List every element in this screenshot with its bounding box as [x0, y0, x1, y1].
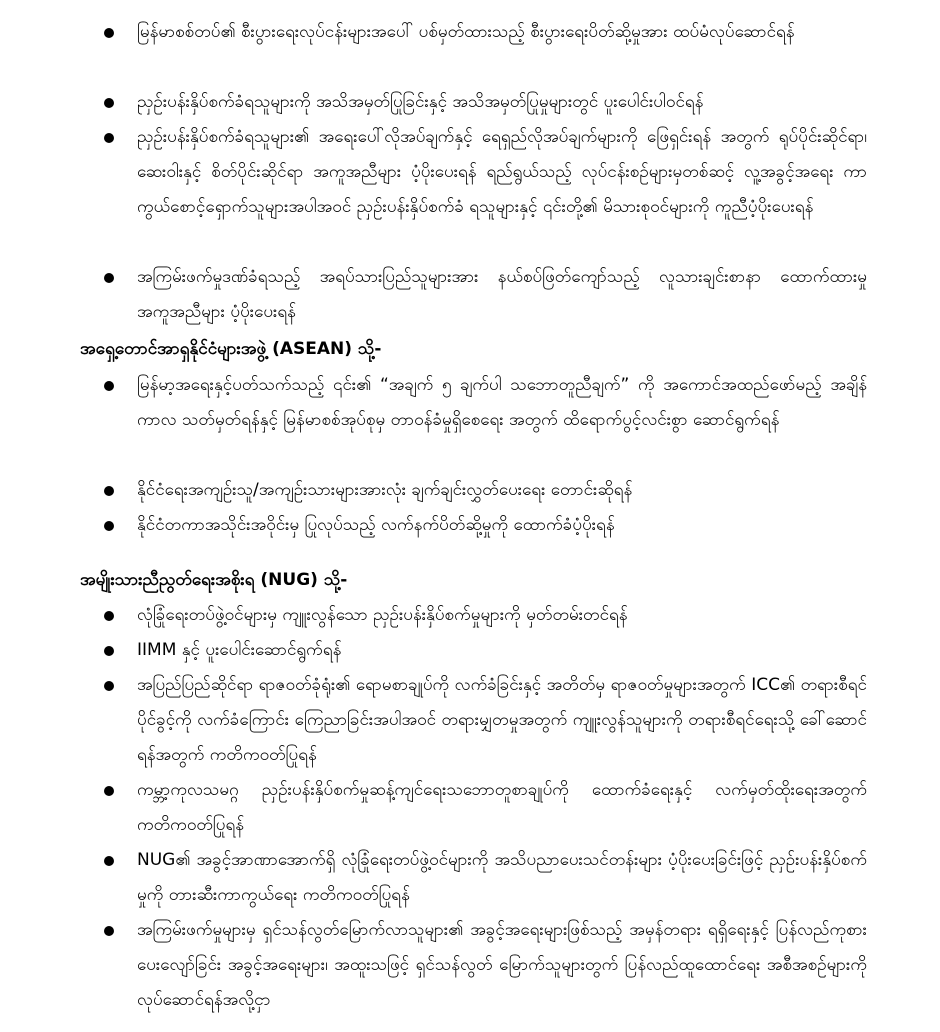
list-item: [0, 913, 940, 1018]
list-item: [0, 120, 940, 260]
list-item-text: ကမ္ဘာ့ကုလသမဂ္ဂ ညှဥ်းပန်းနှိပ်စက်မှုဆန့်ကျင်ရေးသဘောတူစာချုပ်ကို ထောက်ခံရေးနှင့် လက်မှတ်ထိုးရေးအတွက် ကတိကဝတ်ပြုရန်: [137, 780, 867, 835]
list-item: [0, 260, 940, 330]
bullet-icon: [104, 273, 114, 283]
list-item: [0, 508, 940, 543]
list-item-text: NUG၏ အခွင့်အာဏာအောက်ရှိ လုံခြုံရေးတပ်ဖွဲ့ဝင်များကို အသိပညာပေးသင်တန်းများ ပံ့ပိုးပေးခြင်းဖြင့် ညှဥ်းပန်းနှိပ်စက်မှုကို တားဆီးကာကွယ်ရေး ကတိကဝတ်ပြုရန်: [137, 850, 867, 905]
recommendation-list-nug: [0, 598, 940, 1018]
bullet-icon: [104, 611, 114, 621]
bullet-icon: [104, 98, 114, 108]
list-item-text: အကြမ်းဖက်မှုဒဏ်ခံရသည့် အရပ်သားပြည်သူများအား နယ်စပ်ဖြတ်ကျော်သည့် လူသားချင်းစာနာ ထောက်ထားမှုအကူအညီများ ပံ့ပိုးပေးရန်: [137, 267, 867, 322]
list-item: [0, 668, 940, 773]
list-item: [0, 633, 940, 668]
list-item: [0, 368, 940, 473]
list-item: [0, 773, 940, 843]
list-item-text: မြန်မာ့အရေးနှင့်ပတ်သက်သည့် ၎င်း၏ “အချက် ၅ ချက်ပါ သဘောတူညီချက်” ကို အကောင်အထည်ဖော်မည့် အချိန်ကာလ သတ်မှတ်ရန်နှင့် မြန်မာစစ်အုပ်စုမှ တာဝန်ခံမှုရှိစေရေး အတွက် ထိရောက်ပွင့်လင်းစွာ ဆောင်ရွက်ရန်: [137, 375, 867, 430]
list-item-text: လုံခြုံရေးတပ်ဖွဲ့ဝင်များမှ ကျူးလွန်သော ညှဥ်းပန်းနှိပ်စက်မှုများကို မှတ်တမ်းတင်ရန်: [137, 605, 628, 625]
bullet-icon: [104, 381, 114, 391]
list-item-text: နိုင်ငံတကာအသိုင်းအဝိုင်းမှ ပြုလုပ်သည့် လက်နက်ပိတ်ဆို့မှုကို ထောက်ခံပံ့ပိုးရန်: [137, 515, 615, 535]
list-item: [0, 843, 940, 913]
bullet-icon: [104, 926, 114, 936]
list-item-text: ညှဥ်းပန်းနှိပ်စက်ခံရသူများ၏ အရေးပေါ်လိုအပ်ချက်နှင့် ရေရှည်လိုအပ်ချက်များကို ဖြေရှင်းရန် အတွက် ရုပ်ပိုင်းဆိုင်ရာ၊ ဆေးဝါးနှင့် စိတ်ပိုင်းဆိုင်ရာ အကူအညီများ ပံ့ပိုးပေးရန် ရည်ရွယ်သည့် လုပ်ငန်းစဥ်များမှတစ်ဆင့် လူ့အခွင့်အရေး ကာကွယ်စောင့်ရှောက်သူများအပါအဝင် ညှဥ်းပန်းနှိပ်စက်ခံ ရသူများနှင့် ၎င်းတို့၏ မိသားစုဝင်များကို ကူညီပံ့ပိုးပေးရန်: [137, 127, 867, 217]
bullet-icon: [104, 133, 114, 143]
bullet-icon: [104, 28, 114, 38]
bullet-icon: [104, 486, 114, 496]
list-item: [0, 15, 940, 85]
bullet-icon: [104, 681, 114, 691]
list-item: [0, 598, 940, 633]
list-item: [0, 473, 940, 508]
bullet-icon: [104, 521, 114, 531]
section-heading-nug: အမျိုးသားညီညွတ်ရေးအစိုးရ (NUG) သို့-: [80, 570, 348, 590]
list-item-text: အကြမ်းဖက်မှုများမှ ရှင်သန်လွတ်မြောက်လာသူများ၏ အခွင့်အရေးများဖြစ်သည့် အမှန်တရား ရရှိရေးနှင့် ပြန်လည်ကုစားပေးလျော်ခြင်း အခွင့်အရေးများ၊ အထူးသဖြင့် ရှင်သန်လွတ် မြောက်သူများတွက် ပြန်လည်ထူထောင်ရေး အစီအစဥ်များကို လုပ်ဆောင်ရန်အလို့ငှာ: [137, 920, 867, 1010]
section-heading-asean: အရှေ့တောင်အာရှနိုင်ငံများအဖွဲ့ (ASEAN) သို့-: [80, 339, 382, 359]
list-item-text: အပြည်ပြည်ဆိုင်ရာ ရာဇဝတ်ခုံရုံး၏ ရောမစာချုပ်ကို လက်ခံခြင်းနှင့် အတိတ်မှ ရာဇဝတ်မှုများအတွက် ICC၏ တရားစီရင်ပိုင်ခွင့်ကို လက်ခံကြောင်း ကြေညာခြင်းအပါအဝင် တရားမျှတမှုအတွက် ကျူးလွန်သူများကို တရားစီရင်ရေးသို့ ခေါ်ဆောင်ရန်အတွက် ကတိကဝတ်ပြုရန်: [137, 675, 867, 765]
bullet-icon: [104, 786, 114, 796]
list-item: [0, 85, 940, 120]
recommendation-list-general: [0, 15, 940, 330]
list-item-text: မြန်မာစစ်တပ်၏ စီးပွားရေးလုပ်ငန်းများအပေါ် ပစ်မှတ်ထားသည့် စီးပွားရေးပိတ်ဆို့မှုအား ထပ်မံလုပ်ဆောင်ရန်: [137, 22, 795, 42]
bullet-icon: [104, 856, 114, 866]
recommendation-list-asean: [0, 368, 940, 543]
list-item-text: IIMM နှင့် ပူးပေါင်းဆောင်ရွက်ရန်: [137, 640, 342, 660]
list-item-text: နိုင်ငံရေးအကျဥ်းသူ/အကျဥ်းသားများအားလုံး ချက်ချင်းလွှတ်ပေးရေး တောင်းဆိုရန်: [137, 480, 633, 500]
list-item-text: ညှဥ်းပန်းနှိပ်စက်ခံရသူများကို အသိအမှတ်ပြုခြင်းနှင့် အသိအမှတ်ပြုမှုများတွင် ပူးပေါင်းပါဝင်ရန်: [137, 92, 704, 112]
bullet-icon: [104, 646, 114, 656]
